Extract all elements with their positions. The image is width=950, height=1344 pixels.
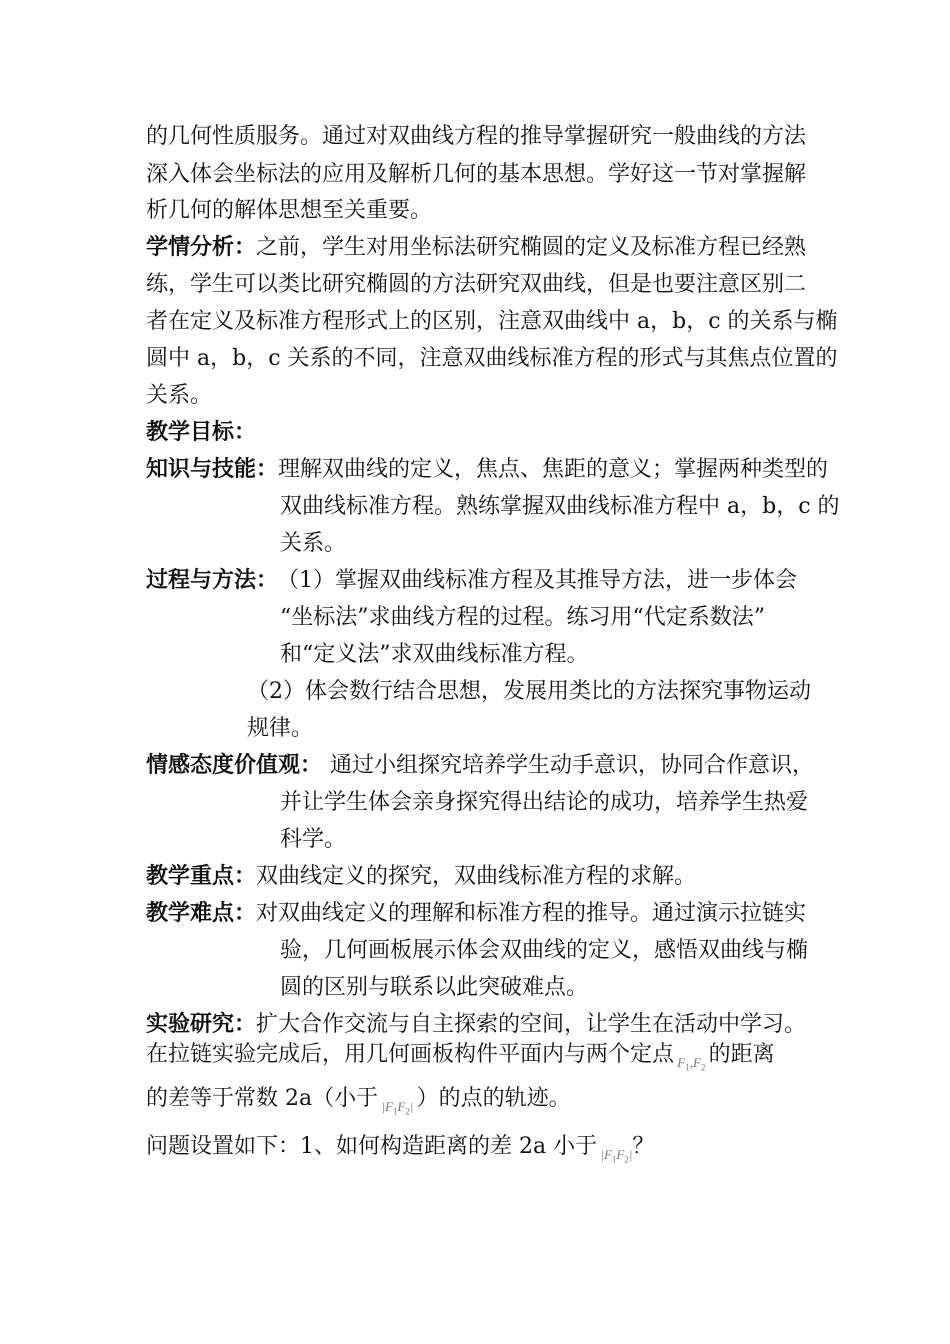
experiment-text-3a: 的差等于常数 2a（小于 (146, 1086, 379, 1111)
analysis-label: 学情分析： (146, 235, 257, 260)
experiment-text-2b: 的距离 (708, 1042, 775, 1067)
emotion-line-3: 科学。 (280, 827, 347, 852)
process-line-2: “坐标法”求曲线方程的过程。练习用“代定系数法” (280, 605, 765, 630)
knowledge-line-3: 关系。 (280, 531, 347, 556)
experiment-text-2a: 在拉链实验完成后，用几何画板构件平面内与两个定点 (146, 1042, 675, 1067)
intro-line-3: 析几何的解体思想至关重要。 (146, 198, 433, 223)
process-line-1 (146, 566, 797, 596)
difficulty-text-1: 对双曲线定义的理解和标准方程的推导。通过演示拉链实 (256, 901, 807, 926)
emotion-label: 情感态度价值观： (146, 753, 323, 778)
formula-abs-f1f2: |F1F2| (381, 1099, 414, 1117)
question-line-1 (146, 1132, 654, 1175)
experiment-text-1: 扩大合作交流与自主探索的空间，让学生在活动中学习。 (256, 1012, 807, 1037)
intro-line-1: 的几何性质服务。通过对双曲线方程的推导掌握研究一般曲线的方法 (146, 124, 807, 149)
question-text-1a: 问题设置如下：1、如何构造距离的差 2a 小于 (146, 1134, 598, 1159)
analysis-line-4: 圆中 a，b，c 关系的不同，注意双曲线标准方程的形式与其焦点位置的 (146, 346, 838, 371)
analysis-line-5: 关系。 (146, 383, 213, 408)
emotion-line-2: 并让学生体会亲身探究得出结论的成功，培养学生热爱 (280, 790, 809, 815)
process-line-4: （2）体会数行结合思想，发展用类比的方法探究事物运动 (247, 679, 811, 704)
process-line-5: 规律。 (247, 716, 314, 741)
key-text-1: 双曲线定义的探究，双曲线标准方程的求解。 (256, 864, 697, 889)
key-label: 教学重点： (146, 864, 257, 889)
difficulty-label: 教学难点： (146, 901, 257, 926)
process-label: 过程与方法： (146, 568, 279, 593)
analysis-line-3: 者在定义及标准方程形式上的区别，注意双曲线中 a，b，c 的关系与椭 (146, 309, 838, 334)
analysis-text-1: 之前，学生对用坐标法研究椭圆的定义及标准方程已经熟 (256, 235, 807, 260)
process-text-1: （1）掌握双曲线标准方程及其推导方法，进一步体会 (288, 568, 798, 593)
experiment-text-3b: ）的点的轨迹。 (416, 1086, 571, 1111)
knowledge-text-1: 理解双曲线的定义，焦点、焦距的意义；掌握两种类型的 (278, 457, 829, 482)
experiment-label: 实验研究： (146, 1012, 257, 1037)
key-line-1 (146, 862, 696, 892)
experiment-line-2 (146, 1040, 775, 1083)
analysis-line-1 (146, 233, 806, 263)
knowledge-label: 知识与技能： (146, 457, 279, 482)
experiment-line-1 (146, 1010, 806, 1040)
formula-f1-f2: F1,F2 (677, 1055, 706, 1073)
process-line-3: 和“定义法”求双曲线标准方程。 (280, 642, 589, 667)
experiment-line-3 (146, 1084, 571, 1127)
goals-heading: 教学目标： (146, 420, 257, 445)
question-text-1b: ？ (632, 1134, 655, 1159)
emotion-text-1: 通过小组探究培养学生动手意识，协同合作意识， (330, 753, 815, 778)
emotion-line-1 (146, 751, 814, 781)
analysis-line-2: 练，学生可以类比研究椭圆的方法研究双曲线，但是也要注意区别二 (146, 272, 807, 297)
difficulty-line-2: 验，几何画板展示体会双曲线的定义，感悟双曲线与椭 (280, 938, 809, 963)
intro-line-2: 深入体会坐标法的应用及解析几何的基本思想。学好这一节对掌握解 (146, 162, 807, 187)
knowledge-line-1 (146, 455, 828, 485)
difficulty-line-3: 圆的区别与联系以此突破难点。 (280, 975, 589, 1000)
formula-abs-f1f2-question: |F1F2| (600, 1147, 633, 1165)
difficulty-line-1 (146, 899, 806, 929)
knowledge-line-2: 双曲线标准方程。熟练掌握双曲线标准方程中 a，b，c 的 (280, 494, 840, 519)
